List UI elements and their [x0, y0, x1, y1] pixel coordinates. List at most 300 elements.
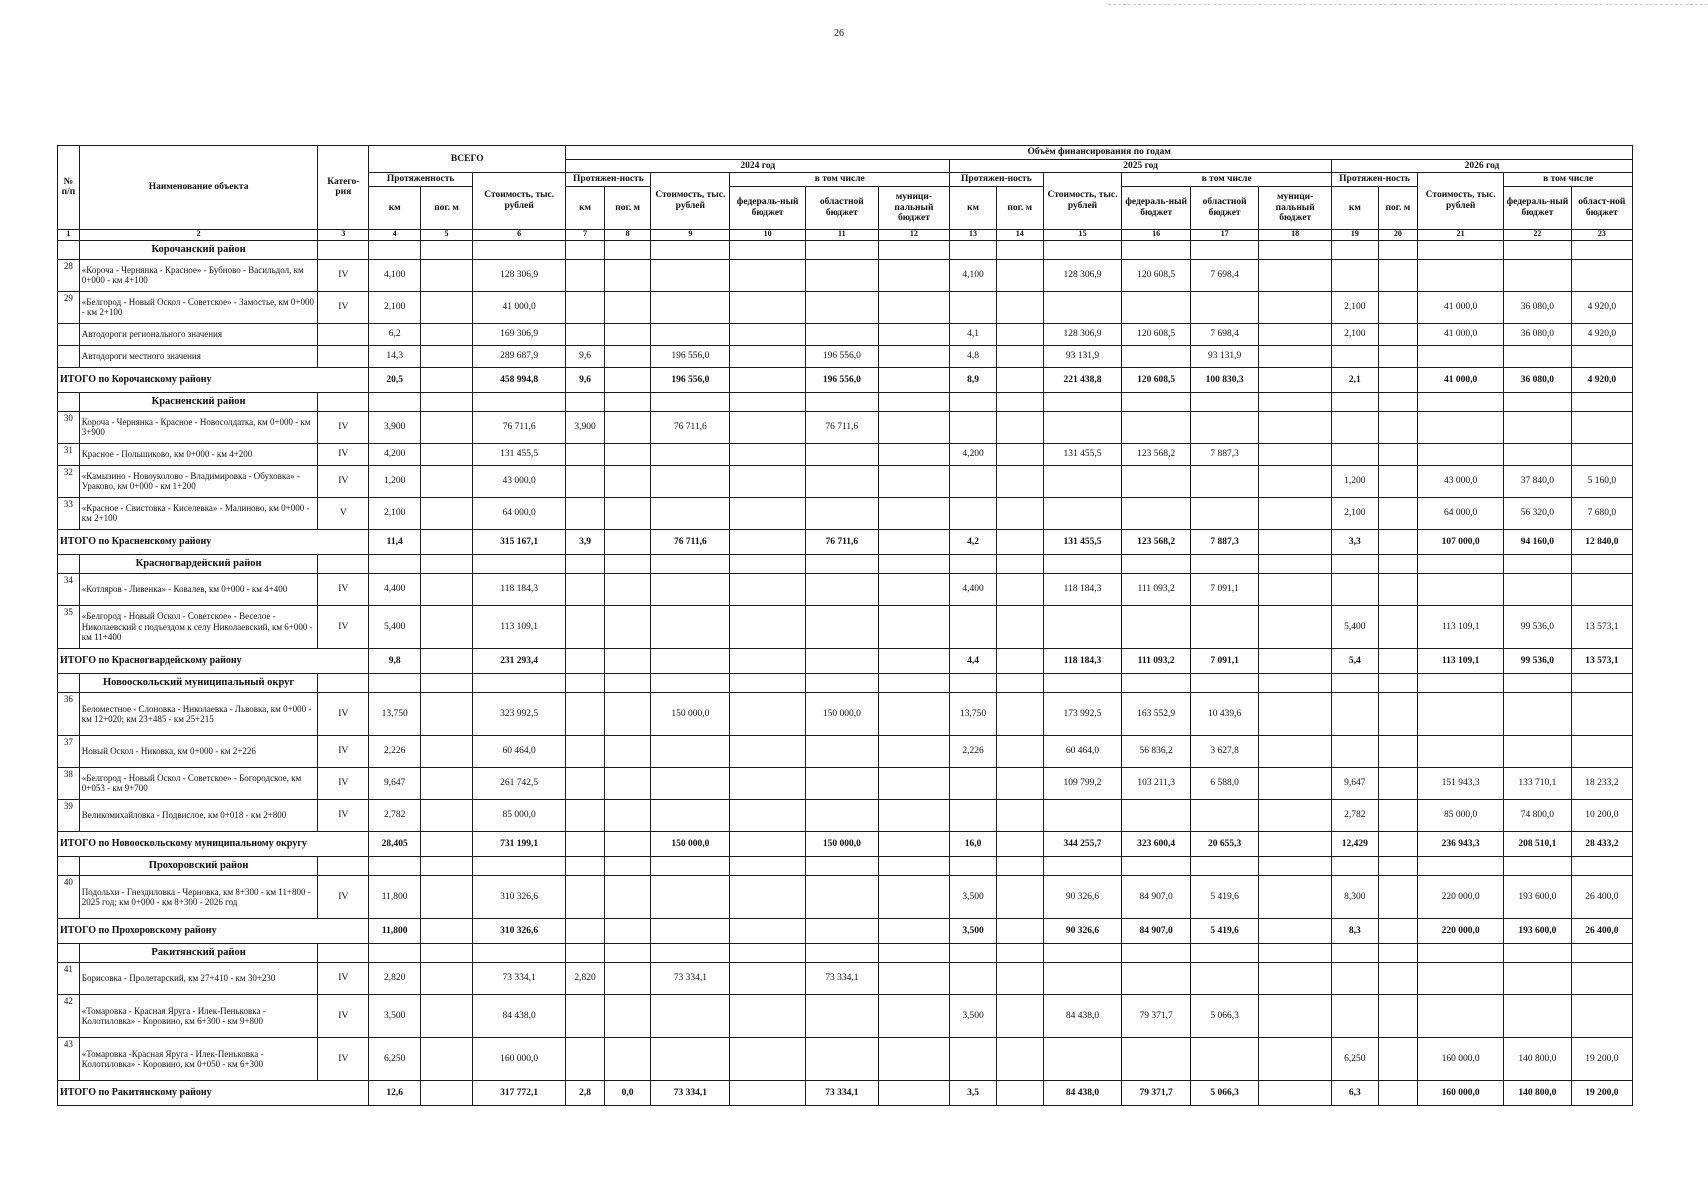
- value-cell: [1043, 605, 1122, 648]
- total-value-cell: 94 160,0: [1504, 529, 1571, 554]
- value-cell: [996, 497, 1043, 529]
- column-number: 23: [1571, 229, 1632, 240]
- value-cell: [1378, 962, 1417, 994]
- value-cell: 120 608,5: [1122, 323, 1190, 345]
- total-value-cell: [421, 918, 473, 943]
- total-value-cell: [1259, 831, 1332, 856]
- empty-cell: [472, 392, 565, 411]
- value-cell: [1190, 1037, 1258, 1080]
- total-value-cell: 120 608,5: [1122, 367, 1190, 392]
- value-cell: 4,100: [950, 259, 997, 291]
- empty-cell: [421, 943, 473, 962]
- page-edge-line: [1108, 4, 1708, 5]
- total-value-cell: 4 920,0: [1571, 367, 1632, 392]
- value-cell: 109 799,2: [1043, 767, 1122, 799]
- total-value-cell: 310 326,6: [472, 918, 565, 943]
- value-cell: [1504, 994, 1571, 1037]
- row-number: 31: [58, 443, 80, 465]
- value-cell: [878, 962, 950, 994]
- empty-cell: [1190, 240, 1258, 259]
- empty-cell: [1504, 673, 1571, 692]
- value-cell: [566, 692, 604, 735]
- header-year-2025: 2025 год: [950, 159, 1332, 173]
- header-2024-federal: федераль-ный бюджет: [730, 186, 806, 229]
- empty-cell: [651, 856, 730, 875]
- value-cell: [604, 767, 651, 799]
- value-cell: [996, 875, 1043, 918]
- empty-cell: [1043, 856, 1122, 875]
- value-cell: 323 992,5: [472, 692, 565, 735]
- empty-cell: [318, 943, 369, 962]
- value-cell: 173 992,5: [1043, 692, 1122, 735]
- value-cell: 128 306,9: [1043, 259, 1122, 291]
- total-value-cell: 9,8: [369, 648, 421, 673]
- section-title: Прохоровский район: [79, 856, 318, 875]
- value-cell: [421, 1037, 473, 1080]
- empty-cell: [730, 856, 806, 875]
- value-cell: [996, 994, 1043, 1037]
- total-value-cell: 113 109,1: [1418, 648, 1504, 673]
- value-cell: [730, 497, 806, 529]
- value-cell: [1504, 735, 1571, 767]
- total-value-cell: [651, 918, 730, 943]
- total-value-cell: [1378, 831, 1417, 856]
- total-value-cell: 20,5: [369, 367, 421, 392]
- value-cell: 7 887,3: [1190, 443, 1258, 465]
- value-cell: [566, 497, 604, 529]
- empty-cell: [472, 943, 565, 962]
- value-cell: [1418, 962, 1504, 994]
- header-total-group: ВСЕГО: [369, 146, 566, 173]
- value-cell: 118 184,3: [472, 573, 565, 605]
- value-cell: [1331, 259, 1378, 291]
- value-cell: [806, 497, 879, 529]
- value-cell: [806, 259, 879, 291]
- column-number: 20: [1378, 229, 1417, 240]
- empty-cell: [1190, 392, 1258, 411]
- value-cell: [1378, 443, 1417, 465]
- table-row: [58, 735, 1633, 767]
- value-cell: [950, 411, 997, 443]
- total-value-cell: 131 455,5: [1043, 529, 1122, 554]
- value-cell: [1043, 291, 1122, 323]
- empty-cell: [1043, 392, 1122, 411]
- total-value-cell: 196 556,0: [806, 367, 879, 392]
- value-cell: [1504, 443, 1571, 465]
- value-cell: [1259, 692, 1332, 735]
- value-cell: [566, 799, 604, 831]
- empty-cell: [878, 943, 950, 962]
- total-row: [58, 1080, 1633, 1105]
- empty-cell: [1122, 673, 1190, 692]
- value-cell: [1378, 465, 1417, 497]
- value-cell: 2,820: [369, 962, 421, 994]
- row-number: 39: [58, 799, 80, 831]
- value-cell: 2,100: [369, 291, 421, 323]
- total-value-cell: [421, 367, 473, 392]
- value-cell: [806, 735, 879, 767]
- total-value-cell: 5 066,3: [1190, 1080, 1258, 1105]
- value-cell: 150 000,0: [806, 692, 879, 735]
- value-cell: [1259, 291, 1332, 323]
- row-number: 43: [58, 1037, 80, 1080]
- value-cell: [806, 799, 879, 831]
- total-value-cell: [996, 1080, 1043, 1105]
- empty-cell: [1331, 673, 1378, 692]
- value-cell: 289 687,9: [472, 345, 565, 367]
- empty-cell: [878, 240, 950, 259]
- total-value-cell: [566, 831, 604, 856]
- value-cell: 261 742,5: [472, 767, 565, 799]
- value-cell: 6,250: [1331, 1037, 1378, 1080]
- value-cell: [730, 443, 806, 465]
- value-cell: [950, 767, 997, 799]
- column-number: 6: [472, 229, 565, 240]
- value-cell: [996, 259, 1043, 291]
- empty-cell: [1122, 554, 1190, 573]
- value-cell: [1190, 605, 1258, 648]
- value-cell: 3,900: [566, 411, 604, 443]
- value-cell: [651, 1037, 730, 1080]
- value-cell: [651, 291, 730, 323]
- total-value-cell: [1259, 918, 1332, 943]
- total-value-cell: 118 184,3: [1043, 648, 1122, 673]
- header-2024-regional: областной бюджет: [806, 186, 879, 229]
- total-value-cell: [1259, 367, 1332, 392]
- header-2024-cost: Стоимость, тыс. рублей: [651, 173, 730, 230]
- value-cell: [996, 767, 1043, 799]
- value-cell: [1259, 465, 1332, 497]
- column-number: 15: [1043, 229, 1122, 240]
- value-cell: 118 184,3: [1043, 573, 1122, 605]
- total-value-cell: 111 093,2: [1122, 648, 1190, 673]
- empty-cell: [566, 240, 604, 259]
- header-2026-incl: в том числе: [1504, 173, 1633, 187]
- total-row: [58, 367, 1633, 392]
- header-2026-km: км: [1331, 186, 1378, 229]
- value-cell: 85 000,0: [472, 799, 565, 831]
- table-row: [58, 443, 1633, 465]
- value-cell: [1043, 497, 1122, 529]
- total-value-cell: [730, 367, 806, 392]
- value-cell: [1378, 1037, 1417, 1080]
- total-value-cell: [1259, 648, 1332, 673]
- value-cell: 18 233,2: [1571, 767, 1632, 799]
- empty-cell: [1259, 554, 1332, 573]
- object-name: Новый Оскол - Никовка, км 0+000 - км 2+226: [79, 735, 318, 767]
- total-value-cell: 11,800: [369, 918, 421, 943]
- value-cell: 84 907,0: [1122, 875, 1190, 918]
- value-cell: [1259, 994, 1332, 1037]
- value-cell: [1418, 411, 1504, 443]
- value-cell: 73 334,1: [806, 962, 879, 994]
- value-cell: 196 556,0: [651, 345, 730, 367]
- value-cell: [1571, 443, 1632, 465]
- empty-cell: [1190, 673, 1258, 692]
- value-cell: [1043, 962, 1122, 994]
- total-value-cell: [878, 831, 950, 856]
- value-cell: 5,400: [1331, 605, 1378, 648]
- empty-cell: [369, 240, 421, 259]
- table-row: [58, 692, 1633, 735]
- header-2025-km: км: [950, 186, 997, 229]
- value-cell: 85 000,0: [1418, 799, 1504, 831]
- value-cell: [950, 799, 997, 831]
- value-cell: 60 464,0: [1043, 735, 1122, 767]
- object-name: «Белгород - Новый Оскол - Советское» - Богородское, км 0+053 - км 9+700: [79, 767, 318, 799]
- value-cell: [1122, 411, 1190, 443]
- value-cell: [1259, 875, 1332, 918]
- empty-cell: [1418, 673, 1504, 692]
- value-cell: [604, 799, 651, 831]
- total-value-cell: 19 200,0: [1571, 1080, 1632, 1105]
- empty-cell: [472, 856, 565, 875]
- value-cell: [421, 692, 473, 735]
- value-cell: [1259, 962, 1332, 994]
- value-cell: 4 920,0: [1571, 323, 1632, 345]
- total-value-cell: 123 568,2: [1122, 529, 1190, 554]
- value-cell: 6 588,0: [1190, 767, 1258, 799]
- total-value-cell: [604, 918, 651, 943]
- value-cell: [1378, 735, 1417, 767]
- total-value-cell: [878, 648, 950, 673]
- value-cell: [878, 735, 950, 767]
- empty-cell: [369, 856, 421, 875]
- total-value-cell: [996, 367, 1043, 392]
- value-cell: [1378, 692, 1417, 735]
- value-cell: [1331, 443, 1378, 465]
- empty-cell: [472, 240, 565, 259]
- empty-cell: [566, 856, 604, 875]
- empty-cell: [1043, 943, 1122, 962]
- empty-cell: [1122, 943, 1190, 962]
- value-cell: 310 326,6: [472, 875, 565, 918]
- total-value-cell: 5,4: [1331, 648, 1378, 673]
- value-cell: [604, 692, 651, 735]
- total-value-cell: 208 510,1: [1504, 831, 1571, 856]
- category-cell: IV: [318, 1037, 369, 1080]
- value-cell: [1331, 735, 1378, 767]
- empty-cell: [604, 943, 651, 962]
- header-name: Наименование объекта: [79, 146, 318, 230]
- value-cell: [604, 323, 651, 345]
- empty-cell: [421, 240, 473, 259]
- value-cell: [1378, 411, 1417, 443]
- value-cell: [566, 994, 604, 1037]
- column-number: 10: [730, 229, 806, 240]
- empty-cell: [369, 392, 421, 411]
- total-value-cell: [421, 529, 473, 554]
- subtotal-row: [58, 345, 1633, 367]
- total-value-cell: [604, 529, 651, 554]
- object-name: «Камызино - Новоуколово - Владимировка - Обуховка» - Ураково, км 0+000 - км 1+200: [79, 465, 318, 497]
- empty-cell: [318, 240, 369, 259]
- value-cell: 2,100: [1331, 291, 1378, 323]
- total-value-cell: 731 199,1: [472, 831, 565, 856]
- value-cell: [996, 291, 1043, 323]
- value-cell: 10 200,0: [1571, 799, 1632, 831]
- value-cell: [950, 291, 997, 323]
- total-row: [58, 918, 1633, 943]
- value-cell: 37 840,0: [1504, 465, 1571, 497]
- empty-cell: [1571, 673, 1632, 692]
- value-cell: 113 109,1: [1418, 605, 1504, 648]
- total-value-cell: [806, 918, 879, 943]
- value-cell: 60 464,0: [472, 735, 565, 767]
- value-cell: [1378, 994, 1417, 1037]
- total-value-cell: 11,4: [369, 529, 421, 554]
- value-cell: 2,226: [369, 735, 421, 767]
- total-value-cell: 8,3: [1331, 918, 1378, 943]
- header-2024-km: км: [566, 186, 604, 229]
- value-cell: 13,750: [950, 692, 997, 735]
- empty-cell: [369, 943, 421, 962]
- row-number: 41: [58, 962, 80, 994]
- value-cell: 10 439,6: [1190, 692, 1258, 735]
- total-value-cell: 196 556,0: [651, 367, 730, 392]
- empty-cell: [806, 554, 879, 573]
- object-name: «Котляров - Ливенка» - Ковалев, км 0+000 - км 4+400: [79, 573, 318, 605]
- column-number: 22: [1504, 229, 1571, 240]
- empty-cell: [996, 392, 1043, 411]
- value-cell: [1418, 345, 1504, 367]
- value-cell: 7 091,1: [1190, 573, 1258, 605]
- empty-cell: [1418, 856, 1504, 875]
- total-value-cell: [878, 918, 950, 943]
- value-cell: [566, 465, 604, 497]
- empty-cell: [1418, 240, 1504, 259]
- category-cell: IV: [318, 605, 369, 648]
- value-cell: [1571, 573, 1632, 605]
- empty-cell: [604, 392, 651, 411]
- empty-cell: [1043, 554, 1122, 573]
- column-number: 17: [1190, 229, 1258, 240]
- value-cell: 128 306,9: [1043, 323, 1122, 345]
- table-row: [58, 994, 1633, 1037]
- value-cell: [1122, 497, 1190, 529]
- total-value-cell: [996, 918, 1043, 943]
- value-cell: [1378, 259, 1417, 291]
- value-cell: [1571, 345, 1632, 367]
- empty-cell: [1331, 943, 1378, 962]
- empty-cell: [1190, 943, 1258, 962]
- empty-cell: [878, 554, 950, 573]
- value-cell: [1504, 573, 1571, 605]
- empty-cell: [730, 554, 806, 573]
- object-name: Великомихайловка - Подвислое, км 0+018 - км 2+800: [79, 799, 318, 831]
- value-cell: [806, 465, 879, 497]
- value-cell: 41 000,0: [1418, 291, 1504, 323]
- value-cell: [1331, 411, 1378, 443]
- value-cell: 3,500: [950, 994, 997, 1037]
- row-number: 32: [58, 465, 80, 497]
- category-cell: IV: [318, 291, 369, 323]
- value-cell: [1378, 323, 1417, 345]
- value-cell: 111 093,2: [1122, 573, 1190, 605]
- value-cell: [1418, 573, 1504, 605]
- total-value-cell: [996, 648, 1043, 673]
- empty-cell: [950, 554, 997, 573]
- section-row: [58, 392, 1633, 411]
- value-cell: 93 131,9: [1043, 345, 1122, 367]
- column-number: 8: [604, 229, 651, 240]
- value-cell: [730, 411, 806, 443]
- value-cell: [421, 259, 473, 291]
- column-number: 18: [1259, 229, 1332, 240]
- empty-cell: [1504, 392, 1571, 411]
- category-cell: IV: [318, 692, 369, 735]
- column-number: 12: [878, 229, 950, 240]
- table-row: [58, 799, 1633, 831]
- column-number: 1: [58, 229, 80, 240]
- header-total-km: км: [369, 186, 421, 229]
- value-cell: [604, 443, 651, 465]
- total-value-cell: [878, 367, 950, 392]
- empty-cell: [1190, 856, 1258, 875]
- value-cell: [1418, 994, 1504, 1037]
- value-cell: 131 455,5: [1043, 443, 1122, 465]
- value-cell: [878, 767, 950, 799]
- value-cell: [651, 875, 730, 918]
- header-2026-length: Протяжен-ность: [1331, 173, 1417, 187]
- empty-cell: [604, 554, 651, 573]
- total-value-cell: [1259, 529, 1332, 554]
- category-cell: [318, 323, 369, 345]
- value-cell: 4,100: [369, 259, 421, 291]
- empty-cell: [1378, 240, 1417, 259]
- total-value-cell: 36 080,0: [1504, 367, 1571, 392]
- value-cell: [651, 735, 730, 767]
- total-value-cell: 2,8: [566, 1080, 604, 1105]
- value-cell: [421, 411, 473, 443]
- value-cell: [421, 497, 473, 529]
- value-cell: 19 200,0: [1571, 1037, 1632, 1080]
- total-value-cell: 2,1: [1331, 367, 1378, 392]
- total-value-cell: [878, 529, 950, 554]
- table-row: [58, 767, 1633, 799]
- value-cell: [604, 411, 651, 443]
- value-cell: [651, 573, 730, 605]
- value-cell: 84 438,0: [472, 994, 565, 1037]
- object-name: Автодороги местного значения: [79, 345, 318, 367]
- empty-cell: [1378, 554, 1417, 573]
- table-row: [58, 465, 1633, 497]
- value-cell: [730, 605, 806, 648]
- value-cell: [604, 962, 651, 994]
- value-cell: 3,500: [369, 994, 421, 1037]
- empty-cell: [1571, 554, 1632, 573]
- empty-cell: [651, 943, 730, 962]
- value-cell: 1,200: [369, 465, 421, 497]
- value-cell: [651, 605, 730, 648]
- value-cell: [730, 345, 806, 367]
- empty-cell: [878, 856, 950, 875]
- value-cell: [806, 994, 879, 1037]
- value-cell: 5 160,0: [1571, 465, 1632, 497]
- value-cell: [806, 1037, 879, 1080]
- total-value-cell: 150 000,0: [651, 831, 730, 856]
- value-cell: [1331, 994, 1378, 1037]
- value-cell: [730, 994, 806, 1037]
- empty-cell: [996, 240, 1043, 259]
- value-cell: [421, 962, 473, 994]
- header-num: № п/п: [58, 146, 80, 230]
- value-cell: [1378, 573, 1417, 605]
- value-cell: [730, 692, 806, 735]
- row-number: 36: [58, 692, 80, 735]
- value-cell: [730, 962, 806, 994]
- value-cell: 120 608,5: [1122, 259, 1190, 291]
